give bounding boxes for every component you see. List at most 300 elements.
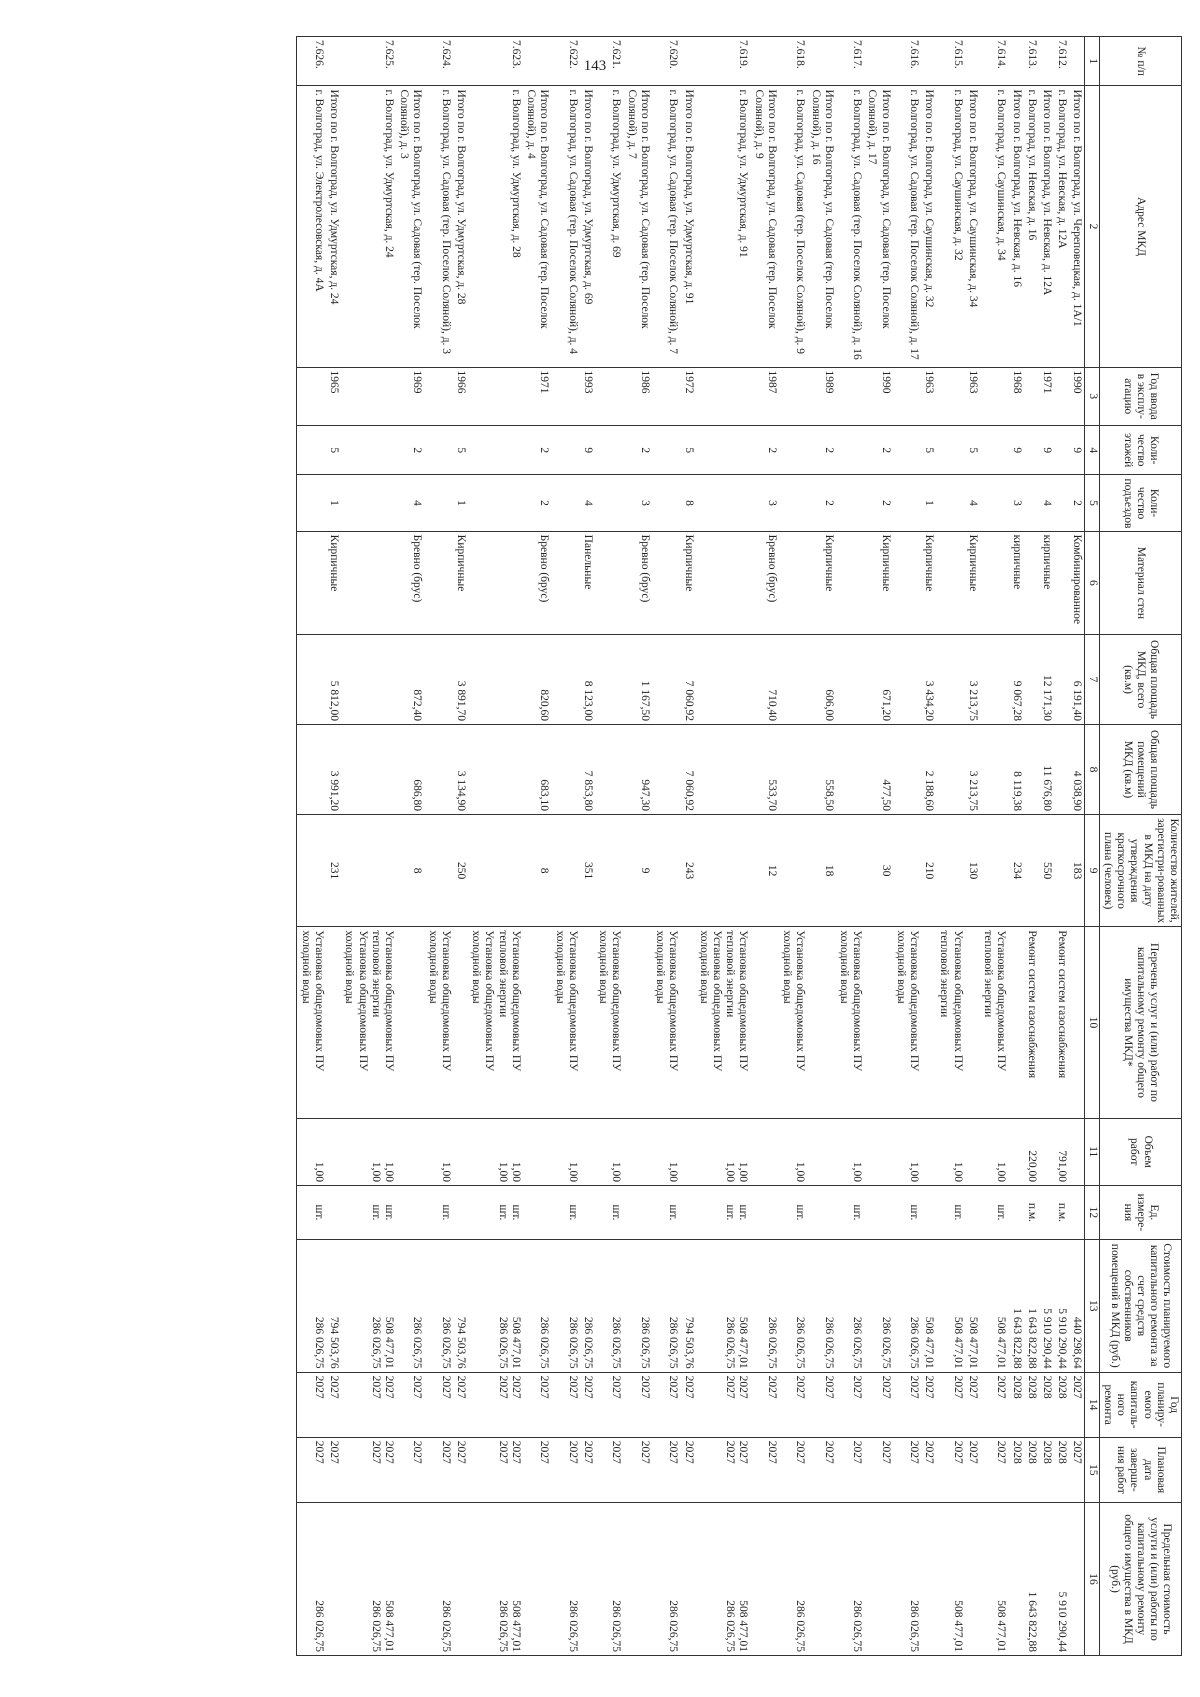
- cell-vol: [551, 1118, 579, 1185]
- cell-y1-line: 2027: [328, 1375, 341, 1399]
- cell-wall: Комбинированное: [1069, 531, 1085, 634]
- cell-vol: [1024, 1118, 1039, 1185]
- cell-year: [836, 367, 864, 425]
- cell-vol: [696, 1118, 751, 1185]
- table-header: [1085, 37, 1182, 1656]
- cell-vol-line: 220,00: [1025, 1150, 1038, 1182]
- cell-residents: [836, 814, 864, 926]
- cell-cost-line: 286 026,75: [794, 1316, 807, 1369]
- column-number-13: 13: [1085, 1239, 1099, 1372]
- cell-residents: 351: [580, 814, 595, 926]
- cell-cost-line: 1 643 822,88: [1010, 1308, 1023, 1369]
- cell-cost-line: 508 477,01: [509, 1316, 522, 1369]
- cell-unit: [523, 1185, 551, 1239]
- cell-y2: [326, 1437, 341, 1502]
- cell-works-line: Ремонт систем газоснабжения: [1025, 930, 1038, 1079]
- cell-area-prem: [696, 725, 751, 815]
- cell-unit-line: шт.: [509, 1204, 522, 1221]
- cell-floors: 2: [396, 425, 424, 474]
- cell-y1-line: 2027: [439, 1375, 452, 1399]
- cell-unit: [696, 1185, 751, 1239]
- cell-residents: 9: [623, 814, 651, 926]
- cell-limit: [864, 1502, 892, 1655]
- cell-n: [807, 37, 835, 86]
- cell-y2: [341, 1437, 396, 1502]
- cell-y1-line: 2027: [455, 1375, 468, 1399]
- header-row: [1099, 37, 1181, 1656]
- cell-unit-line: шт.: [724, 1204, 737, 1221]
- cell-unit: [807, 1185, 835, 1239]
- cell-y2: [893, 1437, 921, 1502]
- table-row: [453, 37, 468, 1656]
- cell-vol: [936, 1118, 964, 1185]
- cell-area-total: 820,60: [523, 635, 551, 725]
- column-header-16: Предельная стоимость услуги и (или) работы по капитальному ремонту общего имущества в МКД (руб.): [1099, 1502, 1181, 1655]
- cell-y2-line: 2027: [667, 1440, 680, 1464]
- cell-year: 1971: [523, 367, 551, 425]
- cell-addr: Итого по г. Волгоград, ул. Садовая (тер. Поселок Соляной), д. 4: [523, 86, 551, 367]
- cell-area-prem: [980, 725, 1008, 815]
- cell-works: [326, 927, 341, 1118]
- cell-wall: [1024, 531, 1039, 634]
- cell-area-prem: [424, 725, 452, 815]
- cell-unit: [836, 1185, 864, 1239]
- cell-y1-line: 2027: [566, 1375, 579, 1399]
- cell-cost-line: 508 477,01: [951, 1316, 964, 1369]
- cell-n: 7.622.: [551, 37, 579, 86]
- cell-residents: [652, 814, 680, 926]
- cell-works-line: Установка общедомовых ПУ холодной воды: [697, 930, 723, 1072]
- cell-n: 7.621.: [595, 37, 623, 86]
- cell-limit-line: 5 910 290,44: [1056, 1591, 1069, 1652]
- cell-residents: 8: [523, 814, 551, 926]
- cell-addr: г. Волгоград, ул. Электролесовская, д. 4А: [297, 86, 326, 367]
- cell-n: [680, 37, 695, 86]
- cell-works: [893, 927, 921, 1118]
- cell-wall: [779, 531, 807, 634]
- rotated-page: [52, 36, 1182, 1656]
- cell-limit: [453, 1502, 468, 1655]
- cell-n: 7.617.: [836, 37, 864, 86]
- cell-y1: [580, 1372, 595, 1437]
- cell-area-prem: 683,10: [523, 725, 551, 815]
- cell-works: [652, 927, 680, 1118]
- cell-wall: [424, 531, 452, 634]
- cell-area-total: [779, 635, 807, 725]
- cell-cost: [779, 1239, 807, 1372]
- cell-unit: [893, 1185, 921, 1239]
- cell-y1-line: 2027: [509, 1375, 522, 1399]
- cell-addr: Итого по г. Волгоград, ул. Садовая (тер. Поселок Соляной), д. 17: [864, 86, 892, 367]
- cell-residents: [1054, 814, 1069, 926]
- cell-cost: [468, 1239, 523, 1372]
- cell-area-total: 8 123,00: [580, 635, 595, 725]
- cell-y1-line: 2027: [382, 1375, 395, 1399]
- cell-cost: [1008, 1239, 1023, 1372]
- cell-addr: Итого по г. Волгоград, ул. Садовая (тер. Поселок Соляной), д. 7: [623, 86, 651, 367]
- cell-entr: 2: [1069, 475, 1085, 531]
- cell-y1-line: 2027: [1071, 1375, 1084, 1399]
- cell-y2-line: 2027: [439, 1440, 452, 1464]
- cell-residents: [341, 814, 396, 926]
- table-row: [696, 37, 751, 1656]
- cell-year: 1990: [1069, 367, 1085, 425]
- cell-vol-line: 1,00: [509, 1161, 522, 1182]
- cell-n: [453, 37, 468, 86]
- cell-cost: [921, 1239, 936, 1372]
- cell-vol: [623, 1118, 651, 1185]
- cell-y1: [652, 1372, 680, 1437]
- cell-unit: [1054, 1185, 1069, 1239]
- cell-y2-line: 2027: [382, 1440, 395, 1464]
- cell-works: [1008, 927, 1023, 1118]
- cell-y1-line: 2027: [966, 1375, 979, 1399]
- cell-y1-line: 2027: [369, 1375, 382, 1399]
- cell-wall: Бревно (брус): [623, 531, 651, 634]
- cell-year: 1969: [396, 367, 424, 425]
- cell-floors: [1024, 425, 1039, 474]
- cell-residents: [468, 814, 523, 926]
- cell-limit: [836, 1502, 864, 1655]
- cell-y2: [551, 1437, 579, 1502]
- cell-wall: [936, 531, 964, 634]
- cell-wall: [980, 531, 1008, 634]
- cell-entr: [1054, 475, 1069, 531]
- cell-cost: [623, 1239, 651, 1372]
- cell-area-prem: 8 119,38: [1008, 725, 1023, 815]
- cell-cost-line: 286 026,75: [496, 1316, 509, 1369]
- cell-cost-line: 794 503,76: [328, 1316, 341, 1369]
- cell-area-prem: [595, 725, 623, 815]
- cell-addr: Итого по г. Волгоград, ул. Саушинская, д. 32: [921, 86, 936, 367]
- cell-wall: Бревно (брус): [396, 531, 424, 634]
- cell-n: 7.625.: [341, 37, 396, 86]
- cell-wall: [836, 531, 864, 634]
- cell-cost: [965, 1239, 980, 1372]
- column-header-12: Ед. измере-ния: [1099, 1185, 1181, 1239]
- cell-y1-line: 2027: [667, 1375, 680, 1399]
- cell-floors: [836, 425, 864, 474]
- cell-area-total: [1024, 635, 1039, 725]
- cell-unit: [1008, 1185, 1023, 1239]
- cell-wall: Кирпичные: [965, 531, 980, 634]
- cell-limit: [980, 1502, 1008, 1655]
- cell-floors: [595, 425, 623, 474]
- cell-unit-line: шт.: [496, 1204, 509, 1221]
- cell-limit: [936, 1502, 964, 1655]
- cell-y2-line: 2027: [851, 1440, 864, 1464]
- cell-vol-line: 1,00: [995, 1161, 1008, 1182]
- cell-entr: [424, 475, 452, 531]
- cell-wall: [468, 531, 523, 634]
- cell-year: [893, 367, 921, 425]
- cell-works: [680, 927, 695, 1118]
- cell-y1: [980, 1372, 1008, 1437]
- cell-cost: [980, 1239, 1008, 1372]
- cell-cost-line: 508 477,01: [737, 1316, 750, 1369]
- cell-works-line: Установка общедомовых ПУ холодной воды: [553, 930, 579, 1072]
- cell-works-line: Установка общедомовых ПУ холодной воды: [597, 930, 623, 1072]
- cell-area-prem: 11 676,80: [1039, 725, 1054, 815]
- cell-area-prem: [936, 725, 964, 815]
- cell-vol-line: 1,00: [369, 1161, 382, 1182]
- cell-area-prem: [468, 725, 523, 815]
- cell-year: [980, 367, 1008, 425]
- cell-floors: 5: [326, 425, 341, 474]
- cell-wall: Кирпичные: [864, 531, 892, 634]
- cell-addr: г. Волгоград, ул. Садовая (тер. Поселок Соляной), д. 9: [779, 86, 807, 367]
- cell-addr: г. Волгоград, ул. Удмуртская, д. 69: [595, 86, 623, 367]
- cell-limit: [807, 1502, 835, 1655]
- cell-works: [580, 927, 595, 1118]
- cell-cost: [326, 1239, 341, 1372]
- cell-floors: 9: [580, 425, 595, 474]
- cell-unit: [965, 1185, 980, 1239]
- cell-limit-line: 286 026,75: [724, 1600, 737, 1652]
- cell-floors: 2: [750, 425, 778, 474]
- cell-vol: [921, 1118, 936, 1185]
- column-header-10: Перечень услуг и (или) работ по капитальному ремонту общего имущества МКД*: [1099, 927, 1181, 1118]
- cell-wall: [297, 531, 326, 634]
- cell-y2: [1039, 1437, 1054, 1502]
- cell-y1: [864, 1372, 892, 1437]
- cell-entr: [779, 475, 807, 531]
- table-row: [750, 37, 778, 1656]
- cell-limit-line: 286 026,75: [369, 1600, 382, 1652]
- cell-entr: 4: [1039, 475, 1054, 531]
- cell-vol: [326, 1118, 341, 1185]
- column-number-1: 1: [1085, 37, 1099, 86]
- cell-vol-line: 791,00: [1056, 1150, 1069, 1182]
- cell-cost-line: 286 026,75: [879, 1316, 892, 1369]
- cell-entr: [297, 475, 326, 531]
- cell-wall: кирпичные: [1008, 531, 1023, 634]
- cell-area-prem: 3 991,20: [326, 725, 341, 815]
- cell-addr: Итого по г. Волгоград, ул. Садовая (тер. Поселок Соляной), д. 3: [396, 86, 424, 367]
- cell-y1: [807, 1372, 835, 1437]
- cell-y1: [341, 1372, 396, 1437]
- cell-cost: [424, 1239, 452, 1372]
- cell-n: [623, 37, 651, 86]
- cell-y2: [1054, 1437, 1069, 1502]
- cell-limit: [326, 1502, 341, 1655]
- cell-y2-line: 2027: [582, 1440, 595, 1464]
- cell-y2-line: 2027: [908, 1440, 921, 1464]
- cell-y1: [1024, 1372, 1039, 1437]
- cell-works: [1039, 927, 1054, 1118]
- cell-unit: [779, 1185, 807, 1239]
- cell-works-line: Установка общедомовых ПУ тепловой энергии: [938, 930, 964, 1072]
- cell-addr: Итого по г. Волгоград, ул. Невская, д. 12А: [1039, 86, 1054, 367]
- cell-unit: [864, 1185, 892, 1239]
- cell-y2-line: 2027: [682, 1440, 695, 1464]
- cell-unit: [623, 1185, 651, 1239]
- cell-residents: 243: [680, 814, 695, 926]
- cell-y2: [807, 1437, 835, 1502]
- cell-cost-line: 508 477,01: [382, 1316, 395, 1369]
- cell-n: 7.618.: [779, 37, 807, 86]
- cell-cost: [1054, 1239, 1069, 1372]
- cell-cost: [341, 1239, 396, 1372]
- table-row: [965, 37, 980, 1656]
- cell-y1: [551, 1372, 579, 1437]
- cell-limit-line: 286 026,75: [908, 1600, 921, 1652]
- cell-wall: [1054, 531, 1069, 634]
- cell-y1: [595, 1372, 623, 1437]
- cell-limit: [551, 1502, 579, 1655]
- cell-residents: 234: [1008, 814, 1023, 926]
- table-row: [864, 37, 892, 1656]
- cell-addr: Итого по г. Волгоград, ул. Череповецкая, д. 1А/1: [1069, 86, 1085, 367]
- cell-cost-line: 508 477,01: [923, 1316, 936, 1369]
- cell-y2: [523, 1437, 551, 1502]
- cell-y2-line: 2028: [1056, 1440, 1069, 1464]
- cell-works-line: Ремонт систем газоснабжения: [1056, 930, 1069, 1079]
- column-number-14: 14: [1085, 1372, 1099, 1437]
- cell-y2-line: 2027: [951, 1440, 964, 1464]
- column-number-3: 3: [1085, 367, 1099, 425]
- column-number-5: 5: [1085, 475, 1099, 531]
- cell-works: [807, 927, 835, 1118]
- cell-n: 7.614.: [980, 37, 1008, 86]
- cell-area-prem: 2 188,60: [921, 725, 936, 815]
- cell-vol: [523, 1118, 551, 1185]
- cell-works-line: Установка общедомовых ПУ холодной воды: [299, 930, 325, 1072]
- cell-year: 1989: [807, 367, 835, 425]
- cell-year: 1965: [326, 367, 341, 425]
- cell-unit: [297, 1185, 326, 1239]
- cell-area-total: [1054, 635, 1069, 725]
- cell-floors: 9: [1008, 425, 1023, 474]
- cell-y1-line: 2027: [538, 1375, 551, 1399]
- cell-cost-line: 286 026,75: [765, 1316, 778, 1369]
- column-number-15: 15: [1085, 1437, 1099, 1502]
- cell-y2: [1069, 1437, 1085, 1502]
- cell-works: [1024, 927, 1039, 1118]
- cell-wall: [696, 531, 751, 634]
- cell-n: 7.612.: [1054, 37, 1069, 86]
- cell-addr: Итого по г. Волгоград, ул. Удмуртская, д. 24: [326, 86, 341, 367]
- cell-limit-line: 286 026,75: [794, 1600, 807, 1652]
- cell-vol: [779, 1118, 807, 1185]
- cell-area-total: 12 171,30: [1039, 635, 1054, 725]
- cell-limit-line: 286 026,75: [312, 1600, 325, 1652]
- cell-cost: [595, 1239, 623, 1372]
- cell-y1: [893, 1372, 921, 1437]
- cell-limit-line: 286 026,75: [439, 1600, 452, 1652]
- cell-unit-line: шт.: [995, 1204, 1008, 1221]
- cell-y2-line: 2027: [1071, 1440, 1084, 1464]
- cell-y2: [652, 1437, 680, 1502]
- cell-floors: [551, 425, 579, 474]
- cell-floors: [341, 425, 396, 474]
- cell-unit-line: шт.: [369, 1204, 382, 1221]
- cell-area-prem: [1054, 725, 1069, 815]
- cell-floors: [468, 425, 523, 474]
- table-row: [523, 37, 551, 1656]
- cell-residents: [424, 814, 452, 926]
- table-row: [836, 37, 864, 1656]
- cell-residents: 12: [750, 814, 778, 926]
- cell-unit: [980, 1185, 1008, 1239]
- cell-addr: Итого по г. Волгоград, ул. Удмуртская, д. 28: [453, 86, 468, 367]
- cell-y1-line: 2027: [765, 1375, 778, 1399]
- cell-n: [580, 37, 595, 86]
- cell-vol-line: 1,00: [382, 1161, 395, 1182]
- cell-addr: Итого по г. Волгоград, ул. Саушинская, д. 34: [965, 86, 980, 367]
- table-row: [468, 37, 523, 1656]
- cell-wall: [893, 531, 921, 634]
- cell-limit-line: 1 643 822,88: [1025, 1591, 1038, 1652]
- cell-works: [551, 927, 579, 1118]
- cell-y1-line: 2027: [879, 1375, 892, 1399]
- cell-vol-line: 1,00: [724, 1161, 737, 1182]
- cell-works-line: Установка общедомовых ПУ холодной воды: [894, 930, 921, 1072]
- cell-works: [424, 927, 452, 1118]
- cell-residents: 18: [807, 814, 835, 926]
- cell-area-prem: 4 038,90: [1069, 725, 1085, 815]
- cell-area-prem: [341, 725, 396, 815]
- column-number-6: 6: [1085, 531, 1099, 634]
- cell-unit-line: шт.: [794, 1204, 807, 1221]
- cell-vol: [965, 1118, 980, 1185]
- cell-area-prem: [551, 725, 579, 815]
- cell-year: [297, 367, 326, 425]
- cell-wall: Панельные: [580, 531, 595, 634]
- cell-cost: [864, 1239, 892, 1372]
- column-number-12: 12: [1085, 1185, 1099, 1239]
- cell-area-total: [595, 635, 623, 725]
- cell-y1-line: 2027: [411, 1375, 424, 1399]
- cell-floors: [696, 425, 751, 474]
- cell-area-total: [424, 635, 452, 725]
- cell-unit-line: шт.: [667, 1204, 680, 1221]
- cell-unit: [1069, 1185, 1085, 1239]
- cell-works: [921, 927, 936, 1118]
- cell-limit: [623, 1502, 651, 1655]
- cell-cost-line: 286 026,75: [369, 1316, 382, 1369]
- cell-y1-line: 2028: [1025, 1375, 1038, 1399]
- cell-works: [936, 927, 964, 1118]
- cell-works: [696, 927, 751, 1118]
- cell-y1-line: 2027: [724, 1375, 737, 1399]
- cell-vol-line: 1,00: [667, 1161, 680, 1182]
- cell-unit-line: шт.: [382, 1204, 395, 1221]
- cell-y2-line: 2028: [1010, 1440, 1023, 1464]
- cell-cost-line: 286 026,75: [908, 1316, 921, 1369]
- cell-y1: [1008, 1372, 1023, 1437]
- cell-unit-line: шт.: [312, 1204, 325, 1221]
- cell-limit: [779, 1502, 807, 1655]
- cell-y2-line: 2027: [794, 1440, 807, 1464]
- cell-works: [453, 927, 468, 1118]
- cell-unit-line: шт.: [908, 1204, 921, 1221]
- cell-works-line: Установка общедомовых ПУ тепловой энергии: [369, 930, 395, 1072]
- table-row: [936, 37, 964, 1656]
- cell-y2-line: 2027: [455, 1440, 468, 1464]
- cell-cost-line: 286 026,75: [851, 1316, 864, 1369]
- cell-wall: Кирпичные: [453, 531, 468, 634]
- cell-year: 1987: [750, 367, 778, 425]
- cell-y1-line: 2027: [995, 1375, 1008, 1399]
- cell-y1: [326, 1372, 341, 1437]
- table-row: [980, 37, 1008, 1656]
- column-number-2: 2: [1085, 86, 1099, 367]
- cell-unit: [468, 1185, 523, 1239]
- cell-n: [326, 37, 341, 86]
- cell-works-line: Установка общедомовых ПУ холодной воды: [343, 930, 369, 1072]
- column-number-10: 10: [1085, 927, 1099, 1118]
